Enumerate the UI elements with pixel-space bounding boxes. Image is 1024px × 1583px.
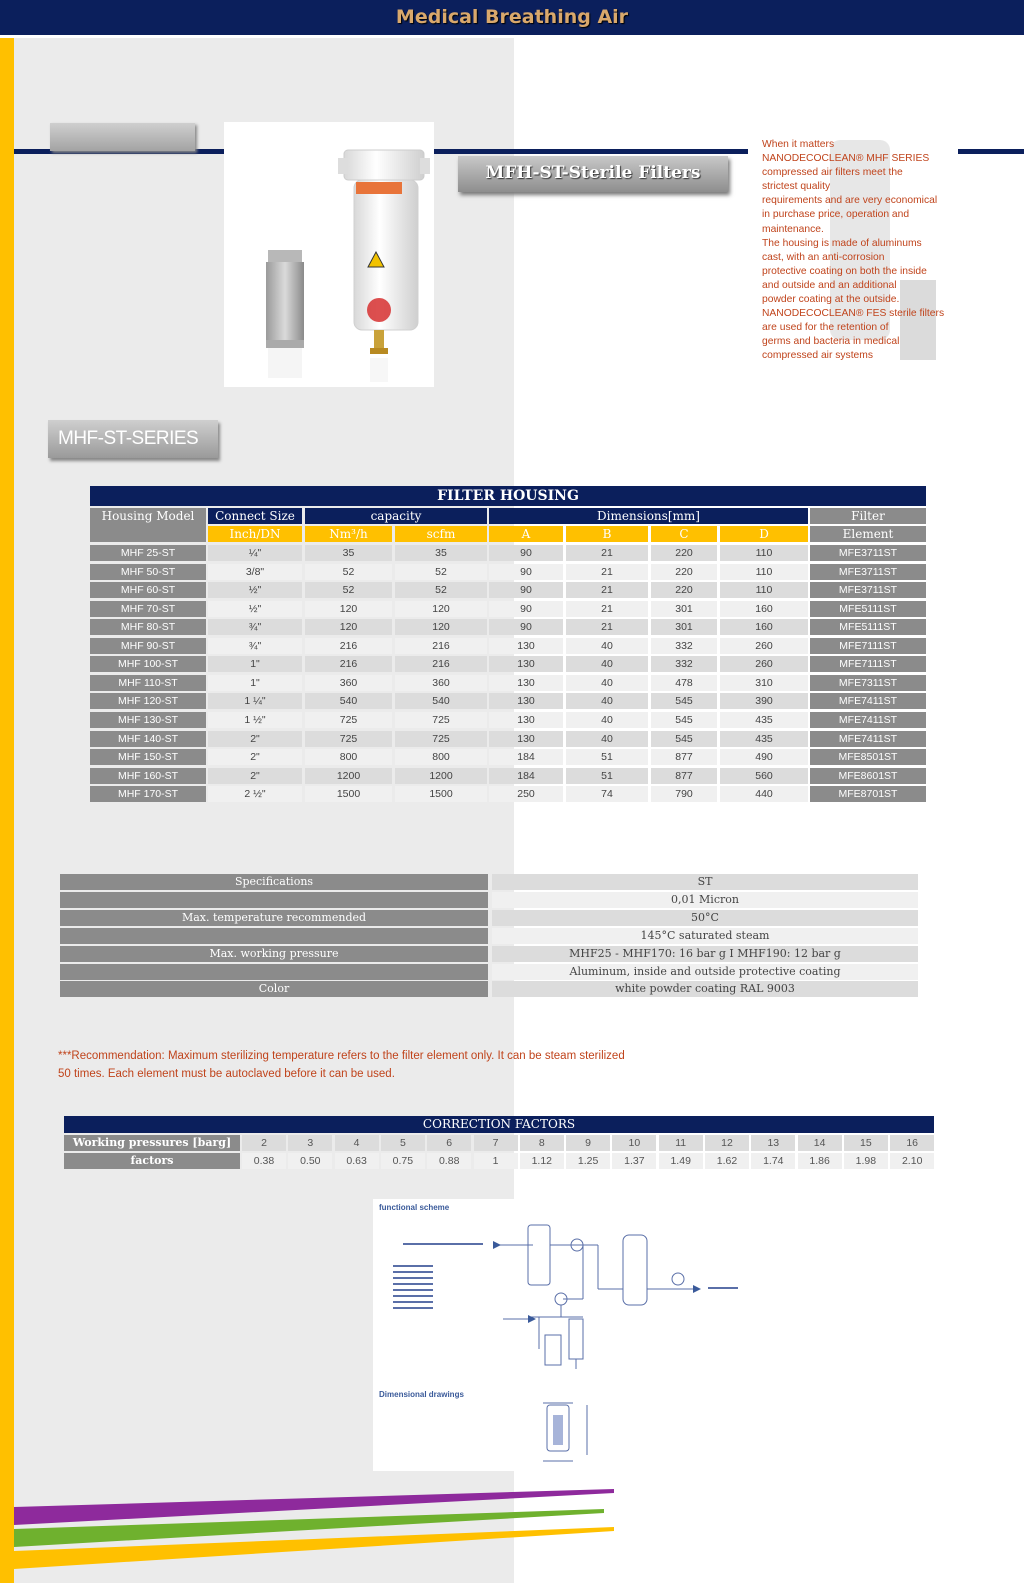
pressure-cell: 12: [705, 1135, 749, 1151]
spec-value: MHF25 - MHF170: 16 bar g I MHF190: 12 bar g: [492, 946, 918, 962]
pressure-cell: 6: [427, 1135, 471, 1151]
factor-cell: 1.98: [844, 1153, 888, 1169]
cell-scfm: 725: [395, 731, 487, 747]
cell-nm3h: 216: [305, 656, 392, 672]
header-connect-size: Connect Size: [208, 508, 302, 524]
cell-a: 184: [489, 768, 563, 784]
factor-cell: 0.50: [288, 1153, 332, 1169]
cell-c: 545: [651, 693, 717, 709]
header-scfm: scfm: [395, 526, 487, 542]
cell-nm3h: 725: [305, 712, 392, 728]
correction-factors-title: CORRECTION FACTORS: [64, 1116, 934, 1133]
cell-scfm: 120: [395, 619, 487, 635]
cell-element: MFE7111ST: [810, 638, 926, 654]
cell-element: MFE3711ST: [810, 545, 926, 561]
cell-nm3h: 360: [305, 675, 392, 691]
spec-label: [60, 892, 488, 908]
recommendation-note: [58, 1047, 738, 1083]
cell-connect: ¼": [208, 545, 302, 561]
cell-d: 435: [720, 731, 808, 747]
cell-scfm: 725: [395, 712, 487, 728]
pressure-cell: 13: [751, 1135, 795, 1151]
cell-c: 220: [651, 564, 717, 580]
cell-nm3h: 52: [305, 582, 392, 598]
cell-nm3h: 120: [305, 619, 392, 635]
header-nm3h: Nm³/h: [305, 526, 392, 542]
filter-housing-title: FILTER HOUSING: [90, 486, 926, 506]
cell-model: MHF 25-ST: [90, 545, 206, 561]
cell-d: 160: [720, 601, 808, 617]
spec-label: [60, 964, 488, 980]
cell-model: MHF 150-ST: [90, 749, 206, 765]
spec-label: Max. temperature recommended: [60, 910, 488, 926]
cell-d: 110: [720, 545, 808, 561]
factor-cell: 0.75: [381, 1153, 425, 1169]
cell-scfm: 120: [395, 601, 487, 617]
cell-b: 40: [566, 656, 648, 672]
note-line: ***Recommendation: Maximum sterilizing temperature refers to the filter element only. It can be steam sterilized: [58, 1050, 625, 1062]
pressure-cell: 7: [474, 1135, 518, 1151]
cell-model: MHF 110-ST: [90, 675, 206, 691]
cell-model: MHF 50-ST: [90, 564, 206, 580]
cell-scfm: 360: [395, 675, 487, 691]
cell-c: 220: [651, 545, 717, 561]
cell-a: 90: [489, 582, 563, 598]
cell-element: MFE7411ST: [810, 712, 926, 728]
cell-c: 301: [651, 601, 717, 617]
cell-b: 40: [566, 693, 648, 709]
cell-a: 90: [489, 601, 563, 617]
description-line: requirements and are very economical: [762, 195, 938, 207]
cell-b: 21: [566, 545, 648, 561]
cell-c: 545: [651, 712, 717, 728]
factor-cell: 1.74: [751, 1153, 795, 1169]
cell-a: 90: [489, 619, 563, 635]
header-housing-model-text: Housing Model: [101, 509, 195, 523]
cell-nm3h: 1500: [305, 786, 392, 802]
header-c: C: [651, 526, 717, 542]
working-pressures-label: Working pressures [barg]: [64, 1135, 240, 1151]
left-accent-bar: [0, 38, 14, 1583]
cell-model: MHF 100-ST: [90, 656, 206, 672]
factor-cell: 0.88: [427, 1153, 471, 1169]
cell-b: 21: [566, 619, 648, 635]
factors-label: factors: [64, 1153, 240, 1169]
product-title-box: [458, 156, 728, 192]
spec-value: 50°C: [492, 910, 918, 926]
cell-b: 51: [566, 749, 648, 765]
functional-scheme-panel: [373, 1199, 749, 1471]
pressure-cell: 15: [844, 1135, 888, 1151]
divider-line-right: [958, 149, 1024, 154]
dimensional-drawings-label: Dimensional drawings: [379, 1390, 464, 1399]
cell-a: 130: [489, 693, 563, 709]
cell-model: MHF 140-ST: [90, 731, 206, 747]
header-capacity: capacity: [305, 508, 487, 524]
cell-scfm: 1200: [395, 768, 487, 784]
spec-value: ST: [492, 874, 918, 890]
cell-element: MFE8701ST: [810, 786, 926, 802]
cell-connect: 1 ¼": [208, 693, 302, 709]
description-line: NANODECOCLEAN® FES sterile filters: [762, 308, 945, 320]
cell-scfm: 800: [395, 749, 487, 765]
cell-nm3h: 52: [305, 564, 392, 580]
cell-element: MFE5111ST: [810, 601, 926, 617]
functional-scheme-diagram: [373, 1199, 749, 1471]
cell-scfm: 540: [395, 693, 487, 709]
cell-element: MFE5111ST: [810, 619, 926, 635]
factor-cell: 1.12: [520, 1153, 564, 1169]
cell-b: 51: [566, 768, 648, 784]
cell-d: 160: [720, 619, 808, 635]
cell-a: 130: [489, 712, 563, 728]
cell-a: 90: [489, 564, 563, 580]
header-housing-model: [90, 508, 206, 542]
description-line: and outside and an additional: [762, 279, 897, 291]
description-line: maintenance.: [762, 223, 824, 235]
header-b: B: [566, 526, 648, 542]
cell-c: 877: [651, 768, 717, 784]
description-line: germs and bacteria in medical: [762, 336, 900, 348]
cell-model: MHF 160-ST: [90, 768, 206, 784]
cell-nm3h: 800: [305, 749, 392, 765]
cell-d: 110: [720, 582, 808, 598]
page-title: Medical Breathing Air: [395, 6, 629, 28]
cell-connect: ¾": [208, 619, 302, 635]
cell-scfm: 216: [395, 656, 487, 672]
cell-connect: ½": [208, 601, 302, 617]
description-line: The housing is made of aluminums: [762, 237, 922, 249]
cell-scfm: 1500: [395, 786, 487, 802]
cell-element: MFE7411ST: [810, 731, 926, 747]
cell-connect: 3/8": [208, 564, 302, 580]
pressure-cell: 11: [659, 1135, 703, 1151]
cell-element: MFE8501ST: [810, 749, 926, 765]
series-label: MHF-ST-SERIES: [58, 428, 199, 449]
cell-nm3h: 35: [305, 545, 392, 561]
cell-b: 40: [566, 638, 648, 654]
cell-scfm: 216: [395, 638, 487, 654]
cell-nm3h: 1200: [305, 768, 392, 784]
description-line: are used for the retention of: [762, 322, 889, 334]
spec-label: Specifications: [60, 874, 488, 890]
divider-line-middle: [434, 149, 748, 154]
cell-a: 90: [489, 545, 563, 561]
decorative-stripes: [14, 1485, 614, 1583]
cell-nm3h: 540: [305, 693, 392, 709]
pressure-cell: 10: [612, 1135, 656, 1151]
product-title: MFH-ST-Sterile Filters: [485, 163, 701, 183]
description-line: in purchase price, operation and: [762, 209, 910, 221]
cell-model: MHF 80-ST: [90, 619, 206, 635]
series-label-box: [48, 420, 218, 458]
factor-cell: 1.25: [566, 1153, 610, 1169]
cell-c: 790: [651, 786, 717, 802]
cell-model: MHF 70-ST: [90, 601, 206, 617]
cell-model: MHF 90-ST: [90, 638, 206, 654]
cell-scfm: 52: [395, 582, 487, 598]
cell-a: 250: [489, 786, 563, 802]
cell-b: 40: [566, 712, 648, 728]
description-line: strictest quality: [762, 181, 831, 193]
cell-b: 40: [566, 675, 648, 691]
factor-cell: 1.37: [612, 1153, 656, 1169]
page-header: [0, 0, 1024, 38]
cell-model: MHF 130-ST: [90, 712, 206, 728]
spec-value: Aluminum, inside and outside protective coating: [492, 964, 918, 980]
spec-value: 0,01 Micron: [492, 892, 918, 908]
header-element: Element: [810, 526, 926, 542]
cell-element: MFE7111ST: [810, 656, 926, 672]
pressure-cell: 8: [520, 1135, 564, 1151]
pressure-cell: 4: [335, 1135, 379, 1151]
factor-cell: 1: [474, 1153, 518, 1169]
cell-model: MHF 170-ST: [90, 786, 206, 802]
spec-value: white powder coating RAL 9003: [492, 981, 918, 997]
cell-d: 260: [720, 656, 808, 672]
factor-cell: 0.63: [335, 1153, 379, 1169]
cell-b: 40: [566, 731, 648, 747]
pressure-cell: 14: [798, 1135, 842, 1151]
spec-label: [60, 928, 488, 944]
pressure-cell: 9: [566, 1135, 610, 1151]
cell-c: 332: [651, 638, 717, 654]
cell-b: 21: [566, 564, 648, 580]
cell-a: 130: [489, 656, 563, 672]
cell-d: 560: [720, 768, 808, 784]
cell-connect: 1": [208, 656, 302, 672]
cell-d: 490: [720, 749, 808, 765]
cell-connect: ½": [208, 582, 302, 598]
cell-connect: 2": [208, 749, 302, 765]
cell-element: MFE7311ST: [810, 675, 926, 691]
header-a: A: [489, 526, 563, 542]
cell-d: 310: [720, 675, 808, 691]
cell-scfm: 52: [395, 564, 487, 580]
pressure-cell: 3: [288, 1135, 332, 1151]
description-line: compressed air systems: [762, 350, 874, 362]
description-line: powder coating at the outside.: [762, 294, 900, 306]
cell-c: 301: [651, 619, 717, 635]
cell-element: MFE8601ST: [810, 768, 926, 784]
filter-housing-image: [224, 122, 434, 387]
functional-scheme-label: functional scheme: [379, 1203, 450, 1212]
description-line: compressed air filters meet the: [762, 167, 903, 179]
cell-model: MHF 60-ST: [90, 582, 206, 598]
header-dimensions: Dimensions[mm]: [489, 508, 808, 524]
header-d: D: [720, 526, 808, 542]
cell-d: 440: [720, 786, 808, 802]
cell-connect: 2": [208, 731, 302, 747]
header-inch-dn: Inch/DN: [208, 526, 302, 542]
cell-d: 110: [720, 564, 808, 580]
factor-cell: 0.38: [242, 1153, 286, 1169]
cell-scfm: 35: [395, 545, 487, 561]
cell-a: 130: [489, 731, 563, 747]
product-photo: [224, 122, 434, 387]
cell-b: 21: [566, 601, 648, 617]
note-line: 50 times. Each element must be autoclaved before it can be used.: [58, 1068, 395, 1080]
factor-cell: 1.49: [659, 1153, 703, 1169]
cell-d: 260: [720, 638, 808, 654]
cell-element: MFE7411ST: [810, 693, 926, 709]
cell-connect: 1": [208, 675, 302, 691]
cell-c: 332: [651, 656, 717, 672]
factor-cell: 2.10: [890, 1153, 934, 1169]
product-description: [762, 138, 947, 364]
description-line: protective coating on both the inside: [762, 265, 927, 277]
cell-connect: 2": [208, 768, 302, 784]
cell-nm3h: 725: [305, 731, 392, 747]
description-line: NANODECOCLEAN® MHF SERIES: [762, 153, 930, 165]
cell-c: 545: [651, 731, 717, 747]
factor-cell: 1.62: [705, 1153, 749, 1169]
blank-tab: [50, 123, 195, 151]
cell-a: 184: [489, 749, 563, 765]
cell-b: 21: [566, 582, 648, 598]
description-line: cast, with an anti-corrosion: [762, 251, 885, 263]
spec-value: 145°C saturated steam: [492, 928, 918, 944]
cell-c: 877: [651, 749, 717, 765]
pressure-cell: 5: [381, 1135, 425, 1151]
spec-label: Max. working pressure: [60, 946, 488, 962]
pressure-cell: 16: [890, 1135, 934, 1151]
cell-c: 478: [651, 675, 717, 691]
pressure-cell: 2: [242, 1135, 286, 1151]
cell-nm3h: 120: [305, 601, 392, 617]
cell-nm3h: 216: [305, 638, 392, 654]
cell-connect: ¾": [208, 638, 302, 654]
description-line: When it matters: [762, 139, 835, 150]
cell-element: MFE3711ST: [810, 564, 926, 580]
cell-d: 390: [720, 693, 808, 709]
cell-connect: 1 ½": [208, 712, 302, 728]
cell-c: 220: [651, 582, 717, 598]
cell-element: MFE3711ST: [810, 582, 926, 598]
factor-cell: 1.86: [798, 1153, 842, 1169]
header-filter: Filter: [810, 508, 926, 524]
cell-a: 130: [489, 675, 563, 691]
cell-a: 130: [489, 638, 563, 654]
cell-d: 435: [720, 712, 808, 728]
spec-label: Color: [60, 981, 488, 997]
cell-b: 74: [566, 786, 648, 802]
cell-model: MHF 120-ST: [90, 693, 206, 709]
cell-connect: 2 ½": [208, 786, 302, 802]
